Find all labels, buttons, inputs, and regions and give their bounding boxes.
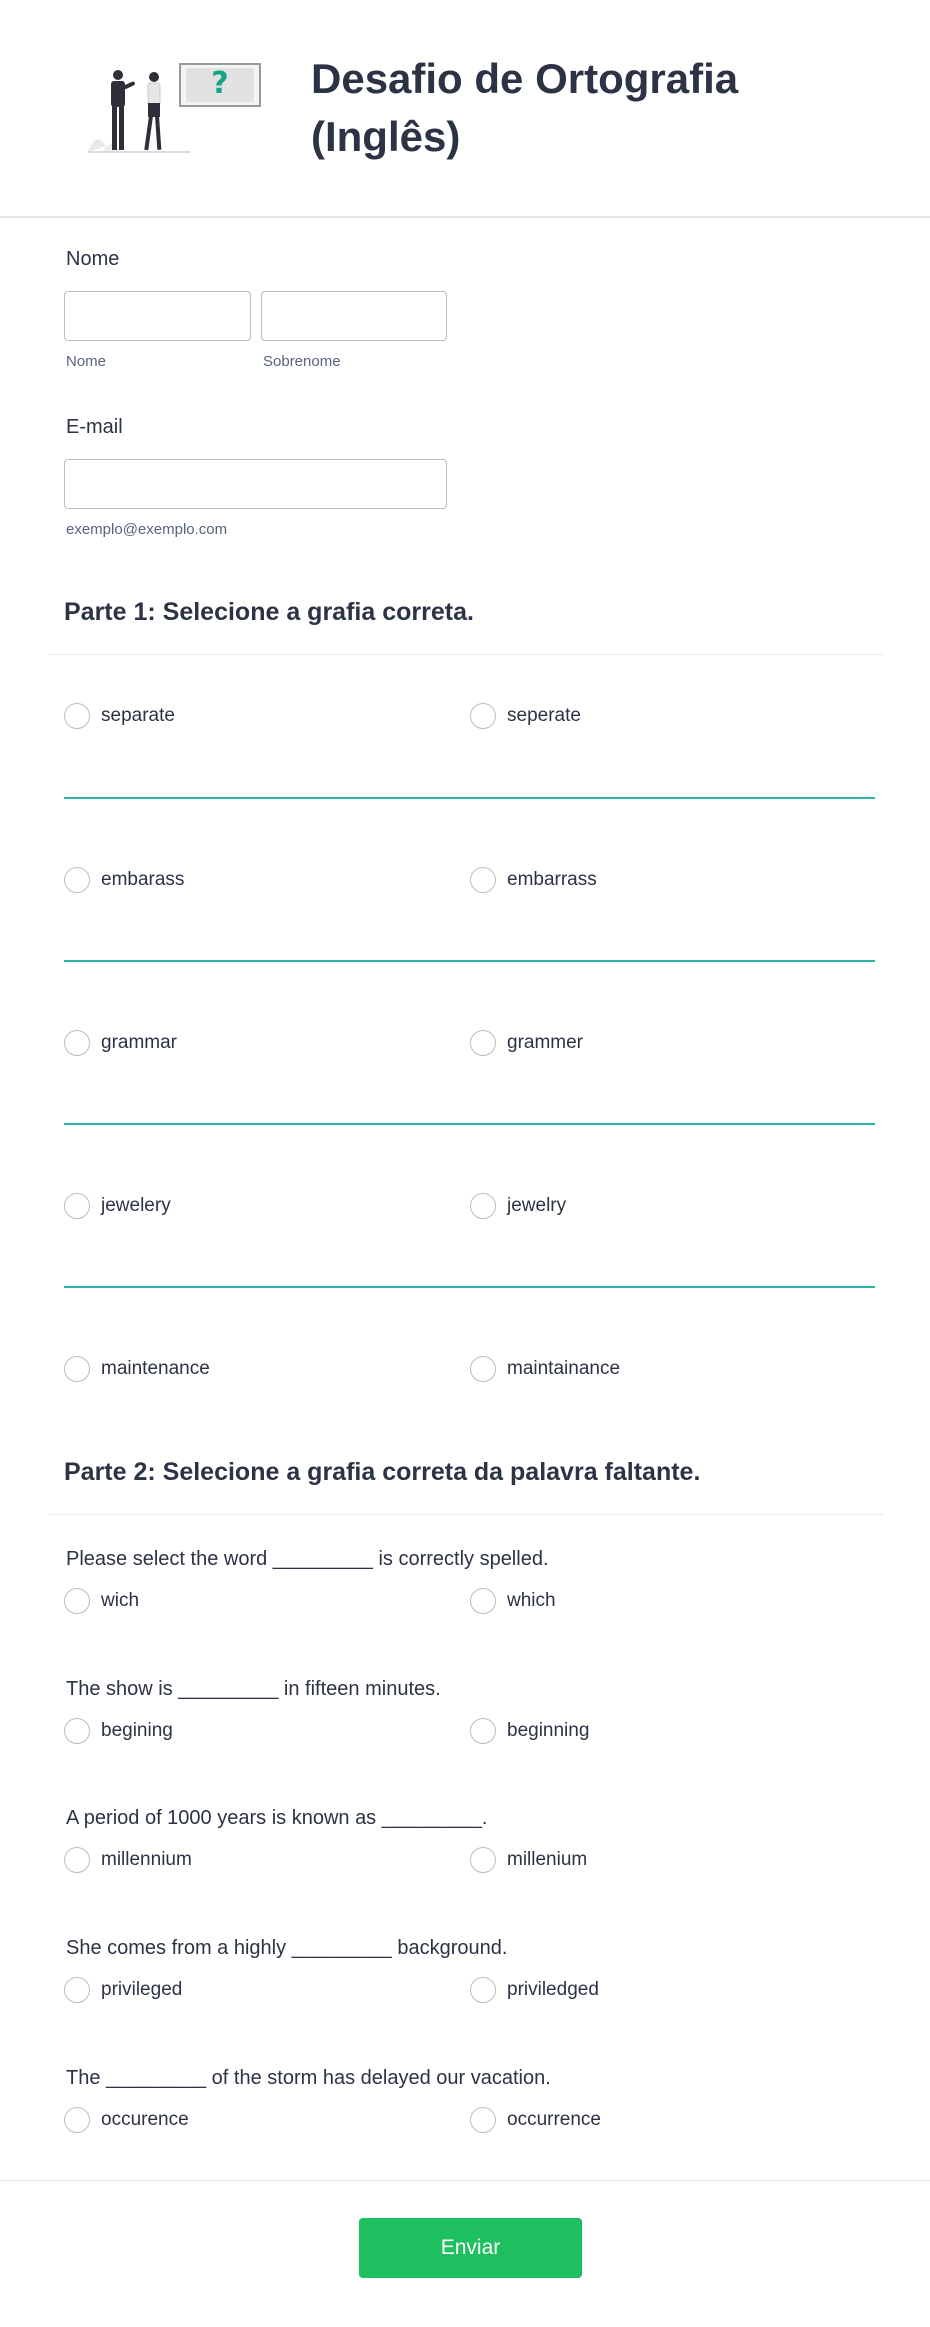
part1-option[interactable] xyxy=(470,1029,583,1057)
part2-option[interactable] xyxy=(470,1976,599,2004)
radio-button[interactable] xyxy=(470,1588,496,1614)
part1-option[interactable] xyxy=(470,1192,566,1220)
first-name-sublabel: Nome xyxy=(66,353,107,370)
part2-option[interactable] xyxy=(64,2106,189,2134)
form-header xyxy=(0,0,930,218)
option-label: grammar xyxy=(101,1032,178,1053)
part1-option[interactable] xyxy=(470,1355,620,1383)
submit-button[interactable]: Enviar xyxy=(359,2218,582,2278)
option-label: embarass xyxy=(101,869,185,890)
email-label: E-mail xyxy=(66,416,123,438)
radio-button[interactable] xyxy=(470,2107,496,2133)
part2-option[interactable] xyxy=(64,1846,192,1874)
question-divider xyxy=(64,1123,875,1125)
part1-option[interactable] xyxy=(470,702,581,730)
option-label: maintenance xyxy=(101,1358,210,1379)
last-name-sublabel: Sobrenome xyxy=(263,353,341,370)
option-label: which xyxy=(507,1590,556,1611)
question-divider xyxy=(64,797,875,799)
part2-option[interactable] xyxy=(64,1717,173,1745)
radio-button[interactable] xyxy=(470,1193,496,1219)
option-label: privileged xyxy=(101,1979,183,2000)
radio-button[interactable] xyxy=(470,1718,496,1744)
option-label: occurence xyxy=(101,2109,189,2130)
part2-option[interactable] xyxy=(470,1717,589,1745)
radio-button[interactable] xyxy=(64,1356,90,1382)
radio-button[interactable] xyxy=(64,2107,90,2133)
email-input[interactable] xyxy=(64,459,447,509)
radio-button[interactable] xyxy=(470,1847,496,1873)
option-label: millennium xyxy=(101,1849,192,1870)
radio-button[interactable] xyxy=(470,1030,496,1056)
radio-button[interactable] xyxy=(470,1977,496,2003)
section-divider xyxy=(48,1514,884,1515)
option-label: priviledged xyxy=(507,1979,599,2000)
option-label: separate xyxy=(101,705,175,726)
section-divider xyxy=(48,654,884,655)
part2-heading: Parte 2: Selecione a grafia correta da palavra faltante. xyxy=(64,1458,701,1486)
part1-option[interactable] xyxy=(64,1192,171,1220)
first-name-input[interactable] xyxy=(64,291,251,341)
question-text: Please select the word _________ is correctly spelled. xyxy=(66,1548,549,1570)
option-label: jewelery xyxy=(101,1195,171,1216)
last-name-input[interactable] xyxy=(261,291,447,341)
radio-button[interactable] xyxy=(470,1356,496,1382)
radio-button[interactable] xyxy=(64,1193,90,1219)
part1-option[interactable] xyxy=(64,1355,210,1383)
part1-option[interactable] xyxy=(64,1029,177,1057)
part2-option[interactable] xyxy=(64,1587,139,1615)
part1-heading: Parte 1: Selecione a grafia correta. xyxy=(64,598,474,626)
radio-button[interactable] xyxy=(64,703,90,729)
email-sublabel: exemplo@exemplo.com xyxy=(66,521,228,538)
name-label: Nome xyxy=(66,248,120,270)
option-label: occurrence xyxy=(507,2109,601,2130)
radio-button[interactable] xyxy=(64,1588,90,1614)
part2-option[interactable] xyxy=(64,1976,182,2004)
option-label: beginning xyxy=(507,1720,590,1741)
part1-option[interactable] xyxy=(64,702,175,730)
part2-option[interactable] xyxy=(470,1587,556,1615)
radio-button[interactable] xyxy=(64,867,90,893)
question-text: She comes from a highly _________ background. xyxy=(66,1937,508,1959)
radio-button[interactable] xyxy=(64,1030,90,1056)
option-label: jewelry xyxy=(507,1195,567,1216)
option-label: embarrass xyxy=(507,869,597,890)
question-divider xyxy=(64,960,875,962)
svg-text:?: ? xyxy=(211,66,229,101)
part1-option[interactable] xyxy=(470,866,597,894)
form-title: Desafio de Ortografia (Inglês) xyxy=(311,55,739,160)
question-divider xyxy=(64,1286,875,1288)
question-text: The _________ of the storm has delayed our vacation. xyxy=(66,2067,551,2089)
radio-button[interactable] xyxy=(470,703,496,729)
radio-button[interactable] xyxy=(64,1977,90,2003)
option-label: begining xyxy=(101,1720,173,1741)
option-label: maintainance xyxy=(507,1358,621,1379)
question-mark-presentation-icon xyxy=(82,56,272,156)
option-label: seperate xyxy=(507,705,581,726)
question-text: The show is _________ in fifteen minutes. xyxy=(66,1678,441,1700)
option-label: grammer xyxy=(507,1032,584,1053)
radio-button[interactable] xyxy=(64,1718,90,1744)
option-label: wich xyxy=(101,1590,140,1611)
radio-button[interactable] xyxy=(64,1847,90,1873)
radio-button[interactable] xyxy=(470,867,496,893)
option-label: millenium xyxy=(507,1849,588,1870)
part2-option[interactable] xyxy=(470,2106,601,2134)
footer-divider xyxy=(0,2180,930,2181)
part1-option[interactable] xyxy=(64,866,184,894)
question-text: A period of 1000 years is known as _________. xyxy=(66,1807,488,1829)
part2-option[interactable] xyxy=(470,1846,587,1874)
